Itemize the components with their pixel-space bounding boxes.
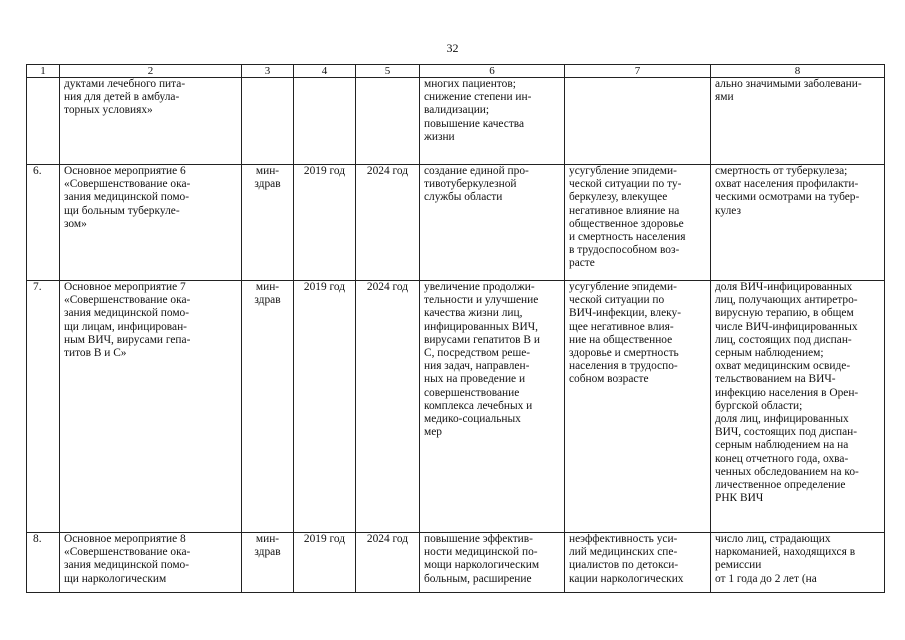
consequences: усугубление эпидеми- ческой ситуации по ВИЧ-инфекции, влеку- щее негативное влия- ние на общественное здоровье и смертность населения в трудоспо- собном возрасте [569,281,681,386]
column-number: 7 [565,65,711,78]
expected-result: многих пациентов; снижение степени ин- валидизации; повышение качества жизни [424,78,532,143]
row-number: 7. [33,281,42,293]
measure-name: Основное мероприятие 8 «Совершенствование ока- зания медицинской помо- щи наркологическим [64,533,191,585]
start-year: 2019 год [303,533,346,545]
consequences: усугубление эпидеми- ческой ситуации по ту- беркулезу, влекущее негативное влияние на общественное здоровье и смертность населения в трудоспособном воз- расте [569,165,686,270]
program-measures-table [26,64,885,593]
expected-result: создание единой про- тивотуберкулезной службы области [424,165,529,204]
expected-result: повышение эффектив- ности медицинской по- мощи наркологическим больным, расширение [424,533,540,585]
start-year: 2019 год [303,165,346,177]
measure-name: Основное мероприятие 7 «Совершенствование ока- зания медицинской помо- щи лицам, инфицирован- ным ВИЧ, вирусами гепа- титов В и С» [64,281,191,360]
column-number: 2 [60,65,242,78]
start-year: 2019 год [303,281,346,293]
executor: мин- здрав [254,165,281,191]
column-number: 6 [420,65,565,78]
column-number: 5 [356,65,420,78]
column-number-row [27,65,885,78]
end-year: 2024 год [366,281,409,293]
table-row [27,533,885,593]
column-number: 1 [27,65,60,78]
indicators: смертность от туберкулеза; охват населения профилакти- ческими осмотрами на тубер- кулез [715,165,860,217]
end-year: 2024 год [366,533,409,545]
consequences: неэффективность уси- лий медицинских спе- циалистов по детокси- кации наркологических [569,533,684,585]
end-year: 2024 год [366,165,409,177]
measure-name: дуктами лечебного пита- ния для детей в амбула- торных условиях» [64,78,186,117]
table-row [27,281,885,533]
column-number: 4 [294,65,356,78]
indicators: ально значимыми заболевани- ями [715,78,862,104]
indicators: доля ВИЧ-инфицированных лиц, получающих антиретро- вирусную терапию, в общем числе ВИЧ-инфицированных лиц, состоящих под диспан- серным наблюдением; охват медицинским освиде- тельствованием на ВИЧ- инфекцию населения в Орен- бургской области; доля лиц, инфицированных ВИЧ, состоящих под диспан- серным наблюдением на на конец отчетного года, охва- ченных обследованием на ко- личественное определение РНК ВИЧ [715,281,859,505]
indicators: число лиц, страдающих наркоманией, находящихся в ремиссии от 1 года до 2 лет (на [715,533,856,585]
executor: мин- здрав [254,281,281,307]
expected-result: увеличение продолжи- тельности и улучшение качества жизни лиц, инфицированных ВИЧ, вирусами гепатитов В и С, посредством реше- ния задач, направлен- ных на проведение и совершенствование комплекса лечебных и медико-социальных мер [424,281,540,439]
table-row [27,165,885,281]
measure-name: Основное мероприятие 6 «Совершенствование ока- зания медицинской помо- щи больным туберкуле- зом» [64,165,191,230]
row-number: 6. [33,165,42,177]
executor: мин- здрав [254,533,281,559]
column-number: 8 [711,65,885,78]
column-number: 3 [242,65,294,78]
page-number: 32 [446,41,459,55]
table-row [27,78,885,165]
row-number: 8. [33,533,42,545]
